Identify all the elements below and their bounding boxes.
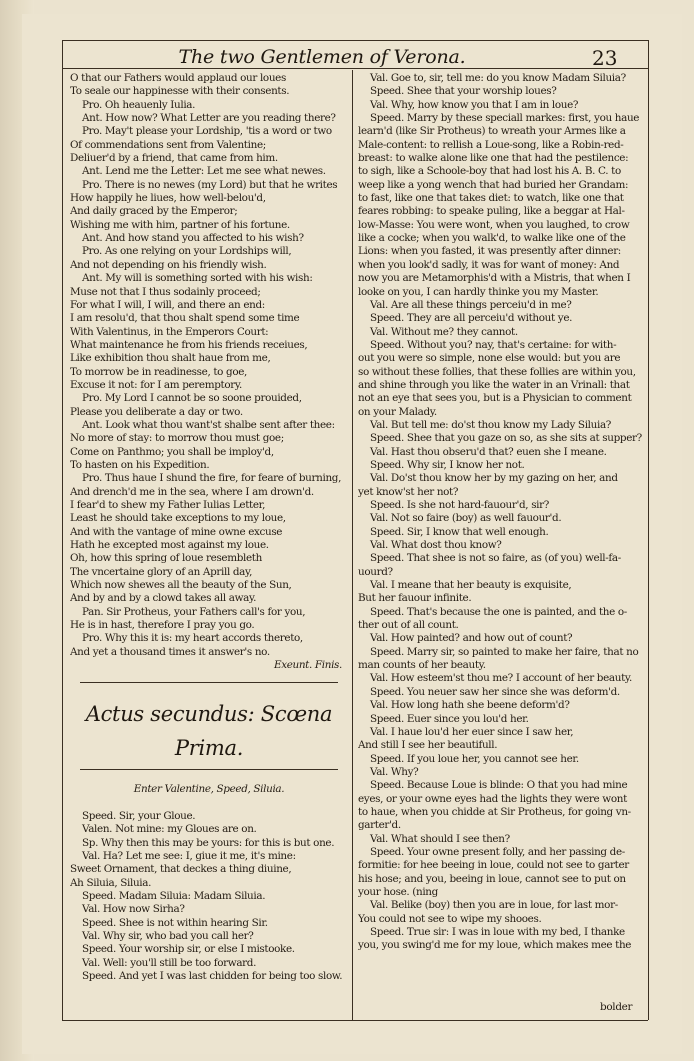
text-line: But her fauour infinite.	[358, 592, 472, 605]
text-line: To seale our happinesse with their consents.	[70, 85, 290, 98]
text-line: Pro. May't please your Lordship, 'tis a word or two	[82, 125, 332, 138]
text-line: Oh, how this spring of loue resembleth	[70, 552, 262, 565]
text-line: Speed. If you loue her, you cannot see her.	[370, 752, 579, 765]
text-line: Of commendations sent from Valentine;	[70, 138, 266, 151]
text-line: Speed. Because Loue is blinde: O that you had mine	[370, 779, 628, 792]
text-line: Excuse it not: for I am peremptory.	[70, 378, 242, 391]
text-line: Pro. Why this it is: my heart accords thereto,	[82, 632, 303, 645]
text-line: Ant. My will is something sorted with his wish:	[82, 272, 313, 285]
top-border-rule	[62, 40, 648, 41]
right-column-text	[358, 72, 644, 953]
text-line: He is in hast, therefore I pray you go.	[70, 619, 255, 632]
left-border-rule	[62, 40, 63, 1020]
text-line: formitie: for hee beeing in loue, could not see to garter	[358, 859, 629, 872]
text-line: Pan. Sir Protheus, your Fathers call's for you,	[82, 605, 306, 618]
text-line: To morrow be in readinesse, to goe,	[70, 365, 247, 378]
text-line: Sweet Ornament, that deckes a thing diuine,	[70, 863, 292, 876]
text-line: now you are Metamorphis'd with a Mistris, that when I	[358, 272, 631, 285]
text-line: Pro. Thus haue I shund the fire, for feare of burning,	[82, 472, 342, 485]
text-line: And daily graced by the Emperor;	[70, 205, 238, 218]
text-line: Speed. Your owne present folly, and her passing de-	[370, 845, 625, 858]
text-line: Come on Panthmo; you shall be imploy'd,	[70, 445, 274, 458]
text-line: Ah Siluia, Siluia.	[70, 876, 152, 889]
text-line: Ant. Lend me the Letter: Let me see what newes.	[82, 165, 326, 178]
text-line: Speed. True sir: I was in loue with my bed, I thanke	[370, 926, 625, 938]
text-line: Val. What should I see then?	[370, 832, 510, 845]
text-line: Val. Belike (boy) then you are in loue, for last mor-	[370, 899, 618, 912]
text-line: And yet a thousand times it answer's no.	[70, 645, 270, 658]
text-line: to sigh, like a Schoole-boy that had lost his A. B. C. to	[358, 165, 621, 178]
text-line: Val. What dost thou know?	[370, 539, 502, 552]
text-line: Val. Goe to, sir, tell me: do you know Madam Siluia?	[370, 72, 626, 84]
text-line: Val. I haue lou'd her euer since I saw her,	[370, 725, 574, 738]
text-line: Speed. Madam Siluia: Madam Siluia.	[82, 889, 266, 902]
text-line: And by and by a clowd takes all away.	[70, 592, 257, 605]
text-line: Speed. That shee is not so faire, as (of you) well-fa-	[370, 552, 621, 565]
text-line: Pro. There is no newes (my Lord) but that he writes	[82, 178, 338, 191]
act-heading: Actus secundus: Scœna Prima.	[85, 702, 333, 761]
column-divider	[352, 70, 353, 1020]
header-rule	[62, 68, 648, 69]
text-line: How happily he liues, how well-belou'd,	[70, 192, 266, 205]
text-line: like a cocke; when you walk'd, to walke like one of the	[358, 232, 626, 245]
text-line: And with the vantage of mine owne excuse	[70, 525, 283, 538]
text-line: Val. Ha? Let me see: I, giue it me, it's mine:	[82, 849, 296, 862]
text-line: No more of stay: to morrow thou must goe;	[70, 432, 284, 445]
text-line: Val. Not so faire (boy) as well fauour'd.	[370, 512, 562, 525]
text-line: not an eye that sees you, but is a Physician to comment	[358, 392, 632, 405]
text-line: And not depending on his friendly wish.	[70, 258, 267, 271]
text-line: Speed. Is she not hard-fauour'd, sir?	[370, 499, 549, 511]
text-line: Like exhibition thou shalt haue from me,	[70, 352, 271, 365]
text-line: you, you swing'd me for my loue, which makes mee the	[358, 939, 632, 952]
text-line: looke on you, I can hardly thinke you my Master.	[358, 285, 599, 298]
text-line: Ant. And how stand you affected to his wish?	[82, 232, 304, 245]
text-line: weep like a yong wench that had buried her Grandam:	[358, 178, 629, 191]
text-line: uourd?	[358, 565, 393, 578]
text-line: Valen. Not mine: my Gloues are on.	[82, 823, 257, 836]
text-line: his hose; and you, beeing in loue, cannot see to put on	[358, 872, 626, 885]
text-line: to haue, when you chidde at Sir Protheus, for going vn-	[358, 805, 631, 818]
text-line: Speed. Sir, I know that well enough.	[370, 525, 549, 538]
text-line: Val. I meane that her beauty is exquisite,	[370, 579, 572, 592]
text-line: Val. Hast thou obseru'd that? euen she I meane.	[370, 445, 607, 458]
text-line: ther out of all count.	[358, 619, 459, 632]
text-line: For what I will, I will, and there an end:	[70, 298, 265, 311]
text-line: garter'd.	[358, 819, 401, 832]
text-line: learn'd (like Sir Protheus) to wreath your Armes like a	[358, 125, 626, 138]
text-line: Val. Why, how know you that I am in loue?	[370, 98, 579, 111]
text-line: Ant. How now? What Letter are you reading there?	[82, 112, 336, 125]
left-column-text-before-act	[70, 72, 348, 672]
text-line: Hath he excepted most against my loue.	[70, 539, 269, 552]
text-line: Val. Why?	[370, 765, 419, 778]
bottom-rule	[62, 1020, 648, 1021]
text-line: eyes, or your owne eyes had the lights they were wont	[358, 792, 627, 805]
text-line: Speed. Shee that your worship loues?	[370, 85, 557, 98]
text-line: Pro. My Lord I cannot be so soone prouided,	[82, 392, 302, 405]
text-line: I am resolu'd, that thou shalt spend some time	[70, 312, 300, 325]
text-line: Val. Why sir, who bad you call her?	[82, 929, 254, 942]
catchword: bolder	[600, 1001, 633, 1013]
page-number: 23	[592, 46, 618, 70]
right-border-rule	[648, 40, 649, 1020]
text-line: Speed. Marry by these speciall markes: first, you haue	[370, 112, 640, 125]
text-line: Speed. Your worship sir, or else I mistooke.	[82, 943, 295, 956]
text-line: Wishing me with him, partner of his fortune.	[70, 218, 290, 231]
text-line: Speed. Marry sir, so painted to make her faire, that no	[370, 645, 639, 658]
text-line: feares robbing: to speake puling, like a beggar at Hal-	[358, 205, 625, 218]
text-line: Val. Are all these things perceiu'd in me?	[370, 298, 572, 311]
text-line: breast: to walke alone like one that had the pestilence:	[358, 152, 629, 165]
text-line: Speed. Sir, your Gloue.	[82, 809, 196, 822]
text-line: on your Malady.	[358, 405, 437, 418]
text-line: Exeunt. Finis.	[273, 659, 342, 672]
text-line: Muse not that I thus sodainly proceed;	[70, 285, 261, 298]
text-line: Deliuer'd by a friend, that came from him.	[70, 152, 278, 165]
text-line: What maintenance he from his friends receiues,	[70, 338, 308, 351]
right-column	[358, 72, 644, 953]
text-line: Speed. And yet I was last chidden for being too slow.	[82, 969, 343, 982]
stage-direction: Enter Valentine, Speed, Siluia.	[133, 783, 285, 796]
text-line: yet know'st her not?	[358, 485, 459, 498]
text-line: Please you deliberate a day or two.	[70, 405, 243, 418]
text-line: your hose. (ning	[358, 885, 438, 898]
text-line: so without these follies, that these follies are within you,	[358, 365, 636, 378]
text-line: Val. Well: you'll still be too forward.	[82, 956, 257, 969]
text-line: Male-content: to rellish a Loue-song, like a Robin-red-	[358, 138, 624, 151]
text-line: Which now shewes all the beauty of the Sun,	[70, 579, 292, 592]
text-line: O that our Fathers would applaud our loues	[70, 72, 286, 84]
act-heading-rule-top	[80, 682, 338, 683]
text-line: Val. Do'st thou know her by my gazing on her, and	[370, 472, 618, 485]
text-line: out you were so simple, none else would: but you are	[358, 352, 621, 365]
text-line: Val. But tell me: do'st thou know my Lady Siluia?	[370, 418, 612, 431]
text-line: Val. Without me? they cannot.	[370, 325, 518, 338]
text-line: Speed. They are all perceiu'd without ye.	[370, 312, 573, 325]
text-line: and shine through you like the water in an Vrinall: that	[358, 378, 630, 391]
text-line: Ant. Look what thou want'st shalbe sent after thee:	[82, 418, 335, 431]
left-column	[70, 72, 348, 983]
text-line: Speed. You neuer saw her since she was deform'd.	[370, 685, 620, 698]
text-line: man counts of her beauty.	[358, 659, 486, 672]
text-line: Val. How esteem'st thou me? I account of her beauty.	[370, 672, 632, 685]
text-line: Speed. That's because the one is painted, and the o-	[370, 605, 627, 618]
text-line: low-Masse: You were wont, when you laughed, to crow	[358, 218, 630, 231]
text-line: Speed. Why sir, I know her not.	[370, 458, 525, 471]
text-line: Val. How long hath she beene deform'd?	[370, 699, 570, 712]
text-line: Val. How now Sirha?	[82, 903, 185, 916]
text-line: Speed. Shee is not within hearing Sir.	[82, 916, 268, 929]
text-line: Pro. As one relying on your Lordships will,	[82, 245, 292, 258]
text-line: Val. How painted? and how out of count?	[370, 632, 573, 645]
text-line: The vncertaine glory of an Aprill day,	[70, 565, 253, 578]
running-head: The two Gentlemen of Verona.	[178, 46, 466, 68]
text-line: I fear'd to shew my Father Iulias Letter,	[70, 499, 266, 511]
text-line: Speed. Shee that you gaze on so, as she sits at supper?	[370, 432, 642, 445]
text-line: With Valentinus, in the Emperors Court:	[70, 325, 269, 338]
text-line: Lions: when you fasted, it was presently after dinner:	[358, 245, 621, 258]
text-line: Speed. Euer since you lou'd her.	[370, 712, 529, 725]
text-line: Least he should take exceptions to my loue,	[70, 512, 286, 525]
left-column-text-after-act	[70, 810, 348, 983]
text-line: when you look'd sadly, it was for want of money: And	[358, 258, 620, 271]
text-line: And still I see her beautifull.	[358, 739, 498, 752]
text-line: Sp. Why then this may be yours: for this is but one.	[82, 836, 335, 849]
text-line: Speed. Without you? nay, that's certaine: for with-	[370, 338, 617, 351]
text-line: You could not see to wipe my shooes.	[358, 912, 542, 925]
text-line: And drench'd me in the sea, where I am drown'd.	[70, 485, 314, 498]
text-line: To hasten on his Expedition.	[70, 458, 210, 471]
text-line: to fast, like one that takes diet: to watch, like one that	[358, 192, 624, 205]
text-line: Pro. Oh heauenly Iulia.	[82, 98, 196, 111]
